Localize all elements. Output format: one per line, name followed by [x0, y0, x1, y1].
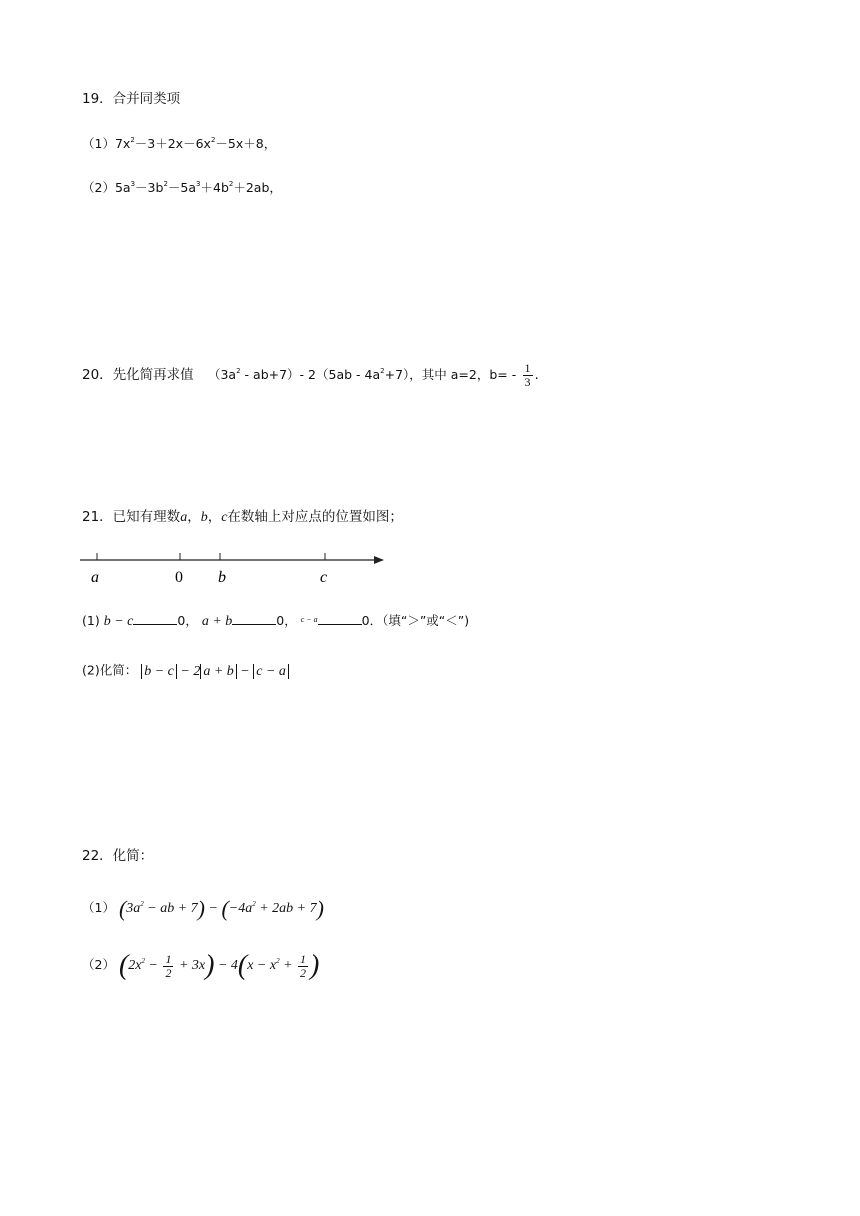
q20: [82, 362, 539, 388]
answer-blank-1[interactable]: [133, 613, 177, 625]
q20-end: .: [534, 367, 539, 384]
q21-expr-a-plus-b: a + b: [201, 614, 233, 629]
axis-label-c: c: [320, 569, 328, 586]
arrow-head-icon: [374, 556, 384, 564]
q21-var-a: a: [180, 510, 188, 525]
answer-blank-2[interactable]: [232, 613, 276, 625]
q21-title-tail: 在数轴上对应点的位置如图；: [227, 509, 403, 525]
q19-part1: [82, 138, 276, 151]
q19-part2: [82, 182, 282, 195]
q21-zero-1: 0: [177, 613, 186, 628]
q20-frac-den: 3: [524, 374, 531, 389]
axis-label-b: b: [218, 569, 226, 586]
q21-part2-expr: b − c − 2 a + b − c − a: [141, 664, 289, 679]
q19-part1-expr: $7x^2-3+2x-6x^2-5x+8$，: [114, 136, 277, 151]
q22-part1-label: （1）: [82, 900, 115, 916]
answer-blank-3[interactable]: [318, 613, 362, 625]
q22-part1: [82, 898, 324, 920]
q21-part2-label: (2)化简：: [82, 662, 138, 678]
q20-fraction: [523, 362, 533, 388]
axis-label-zero: 0: [175, 569, 183, 586]
q19-part2-label: （2）: [82, 180, 115, 195]
q21-part1-tail: ．（填“＞”或“＜”): [369, 613, 470, 628]
q21-part1: (1) b − c 0， a + b 0， $^{c - a}$ 0．（填“＞”或“＜”): [82, 613, 470, 629]
q21-zero-2: 0: [276, 613, 285, 628]
q22-part2-expr: ($2x^2$ − $\frac{1}{2}$ + $3x) - 4(x - x^2$ + $\frac{1}{2}$ ): [118, 950, 320, 981]
axis-label-a: a: [91, 569, 99, 586]
q21-var-b: b: [200, 510, 208, 525]
q21-title-text: 21．已知有理数: [82, 509, 181, 525]
q20-frac-num: 1: [524, 361, 531, 375]
q21-part1-label: (1): [82, 613, 100, 628]
q21-title: 21．已知有理数a，b，c在数轴上对应点的位置如图；: [82, 509, 403, 525]
q21-expr-c-minus-a: c − a: [300, 615, 318, 624]
q20-number: 20．: [82, 367, 113, 384]
q21-zero-3: 0: [361, 613, 370, 628]
q19-part1-label: （1）: [82, 136, 115, 151]
q22-part2: [82, 952, 319, 980]
number-line: [80, 548, 390, 588]
q20-prefix: 先化简再求值: [112, 367, 194, 384]
q21-var-c: c: [221, 510, 228, 525]
q19-title: 19．合并同类项: [82, 91, 181, 107]
q19-part2-expr: $5a^3-3b^2-5a^3+4b^2+2ab$，: [114, 180, 282, 195]
q21-expr-b-minus-c: b − c: [103, 614, 134, 629]
q22-title: 22．化简：: [82, 848, 154, 864]
q20-expr: $(3a^2 - ab+7)-$ $2(5ab - 4a^2+7)$，其中 a=2，b= -: [207, 367, 517, 383]
q21-part2: [82, 664, 289, 679]
q22-part1-expr: ($3a^2$ − ab + $7) - (-4a^2 + 2ab + 7)$: [118, 896, 324, 921]
q22-part2-label: （2）: [82, 957, 115, 973]
